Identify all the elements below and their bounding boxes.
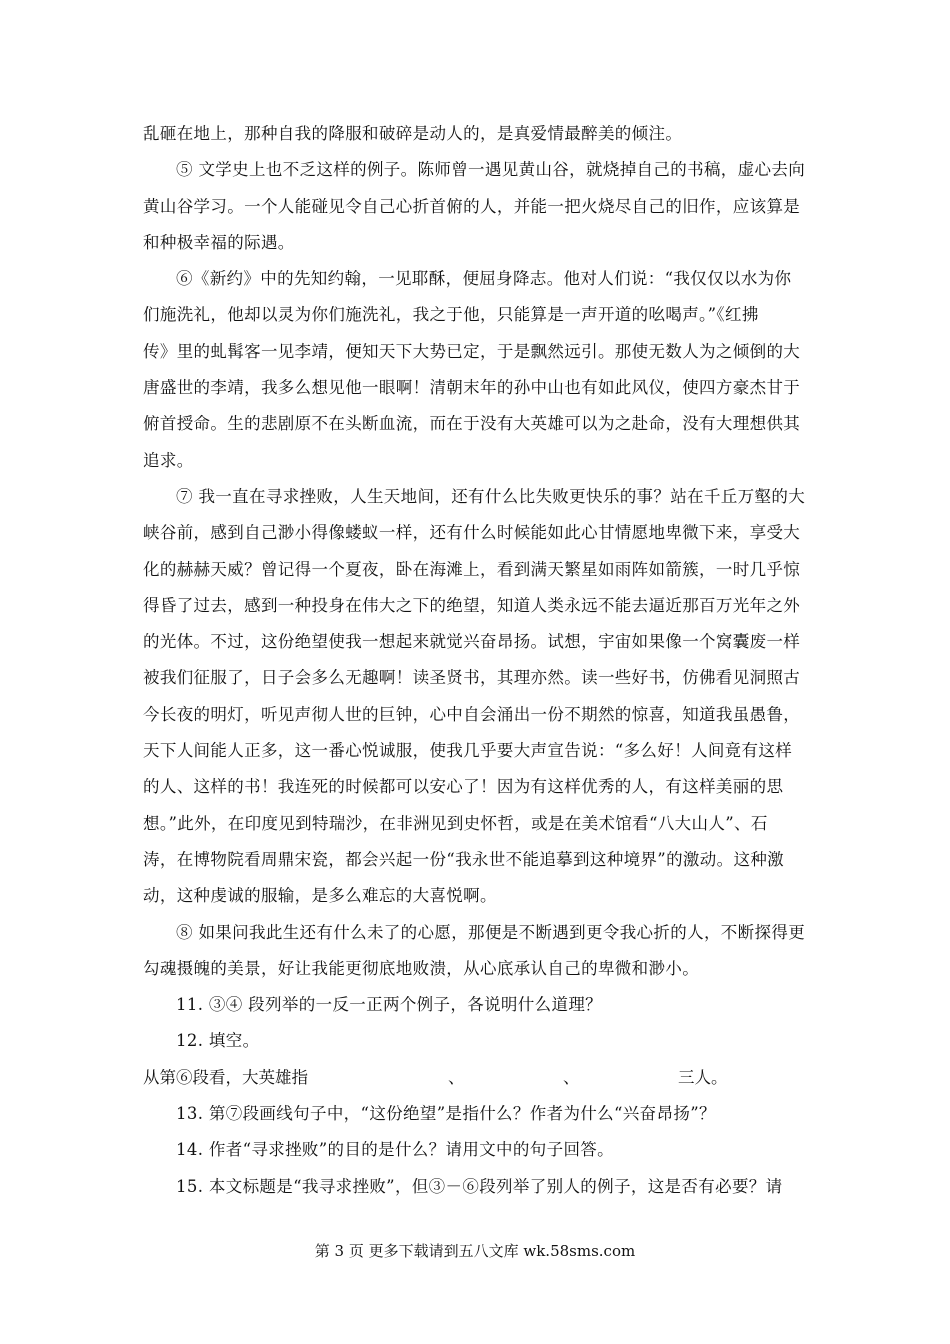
paragraph-line: 追求。 [143,450,194,470]
page-footer: 第 3 页 更多下载请到五八文库 wk.58sms.com [314,1242,636,1260]
paragraph-4-tail: 乱砸在地上，那种自我的降服和破碎是动人的，是真爱情最醉美的倾注。 [143,124,683,143]
paragraph-line: ⑤ 文学史上也不乏这样的例子。陈师曾一遇见黄山谷，就烧掉自己的书稿，虚心去向 [176,160,806,180]
paragraph-line: ⑧ 如果问我此生还有什么未了的心愿，那便是不断遇到更令我心折的人，不断探得更 [176,922,806,942]
paragraph-line: 想。”此外，在印度见到特瑞沙，在非洲见到史怀哲，或是在美术馆看“八大山人”、石 [143,813,768,833]
question-12-fill-blank [143,1060,807,1096]
paragraph-7 [143,479,807,915]
paragraph-line: ⑥《新约》中的先知约翰，一见耶酥，便屈身降志。他对人们说：“我仅仅以水为你 [176,269,792,289]
questions [143,987,807,1205]
paragraph-line: 和种极幸福的际遇。 [143,232,295,252]
paragraph-line: 峡谷前，感到自己渺小得像蝼蚁一样，还有什么时候能如此心甘情愿地卑微下来，享受大 [143,523,801,543]
fill-separator: 、 [563,1067,580,1087]
paragraph-line: 今长夜的明灯，听见声彻人世的巨钟，心中自会涌出一份不期然的惊喜，知道我虽愚鲁， [143,704,801,724]
fill-separator: 、 [448,1067,465,1087]
paragraph-line: 唐盛世的李靖，我多么想见他一眼啊！清朝末年的孙中山也有如此风仪，使四方豪杰甘于 [143,378,801,398]
paragraph-line: 动，这种虔诚的服输，是多么难忘的大喜悦啊。 [143,886,497,906]
paragraph-line: 的光体。不过，这份绝望使我一想起来就觉兴奋昂扬。试想，宇宙如果像一个窝囊废一样 [143,632,801,652]
question-12: 12. 填空。 [176,1031,260,1051]
fill-prompt: 从第⑥段看，大英雄指 [143,1067,308,1087]
fill-suffix: 三人。 [678,1067,728,1087]
document-body [143,116,807,1205]
paragraph-line: 黄山谷学习。一个人能碰见令自己心折首俯的人，并能一把火烧尽自己的旧作，应该算是 [143,196,801,216]
paragraph-line: 化的赫赫天威？曾记得一个夏夜，卧在海滩上，看到满天繁星如雨阵如箭簇，一时几乎惊 [143,559,801,579]
paragraph-line: 天下人间能人正多，这一番心悦诚服，使我几乎要大声宣告说：“多么好！人间竟有这样 [143,741,793,761]
paragraph-line: 的人、这样的书！我连死的时候都可以安心了！因为有这样优秀的人，有这样美丽的思 [143,777,784,797]
paragraph-line: 涛，在博物院看周鼎宋瓷，都会兴起一份“我永世不能追摹到这种境界”的激动。这种激 [143,849,785,869]
question-11: 11. ③④ 段列举的一反一正两个例子，各说明什么道理？ [176,995,603,1015]
paragraph-8 [143,915,807,988]
paragraph-line: 们施洗礼，他却以灵为你们施洗礼，我之于他，只能算是一声开道的吆喝声。”《红拂 [143,305,759,325]
question-15: 15. 本文标题是“我寻求挫败”，但③－⑥段列举了别人的例子，这是否有必要？请 [176,1176,783,1196]
paragraph-line: 勾魂摄魄的美景，好让我能更彻底地败溃，从心底承认自己的卑微和渺小。 [143,958,700,978]
question-14: 14. 作者“寻求挫败”的目的是什么？请用文中的句子回答。 [176,1140,615,1160]
paragraph-line: 传》里的虬髯客一见李靖，便知天下大势已定，于是飘然远引。那使无数人为之倾倒的大 [143,341,801,361]
question-13: 13. 第⑦段画线句子中，“这份绝望”是指什么？作者为什么“兴奋昂扬”？ [176,1104,716,1124]
paragraph-6 [143,261,807,479]
paragraph-line: ⑦ 我一直在寻求挫败，人生天地间，还有什么比失败更快乐的事？站在千丘万壑的大 [176,486,806,506]
paragraph-line: 被我们征服了，日子会多么无趣啊！读圣贤书，其理亦然。读一些好书，仿佛看见洞照古 [143,668,801,688]
paragraph-5 [143,152,807,261]
paragraph-line: 得昏了过去，感到一种投身在伟大之下的绝望，知道人类永远不能去逼近那百万光年之外 [143,595,801,615]
paragraph-line: 俯首授命。生的悲剧原不在头断血流，而在于没有大英雄可以为之赴命，没有大理想供其 [143,414,801,434]
